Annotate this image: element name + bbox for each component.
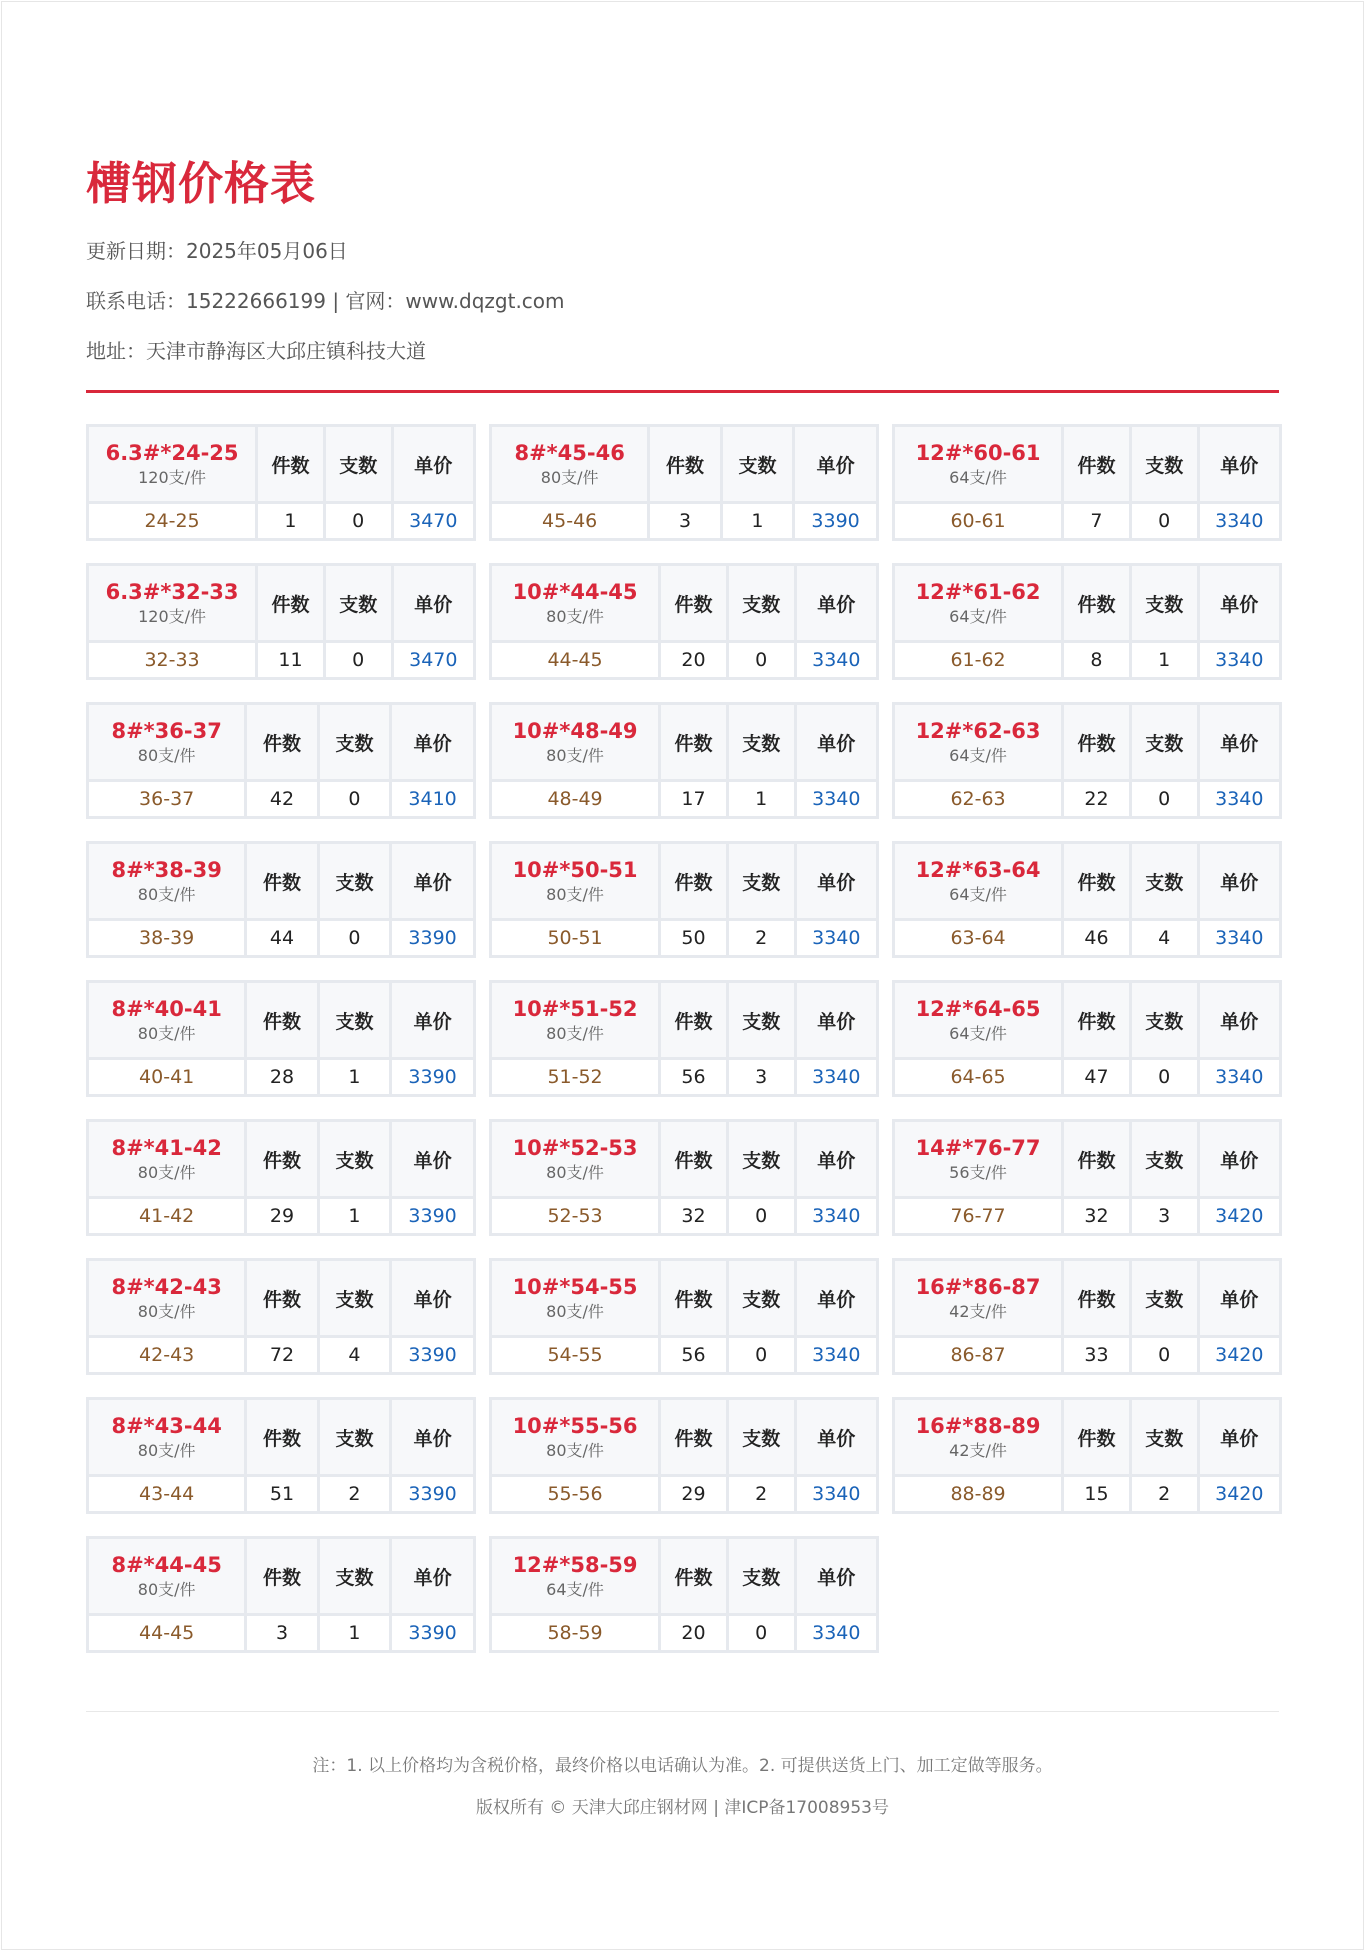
price-header: 单价 xyxy=(1200,1122,1279,1196)
spec-cell xyxy=(89,1539,244,1613)
price-cell: 3420 xyxy=(1200,1199,1279,1233)
spec-cell xyxy=(492,566,658,640)
per-bundle: 80支/件 xyxy=(546,1023,604,1043)
pieces-cell: 29 xyxy=(247,1199,316,1233)
per-bundle: 64支/件 xyxy=(949,606,1007,626)
price-cell: 3390 xyxy=(392,1060,473,1094)
price-card xyxy=(892,1258,1282,1375)
per-bundle: 42支/件 xyxy=(949,1440,1007,1460)
price-cell: 3340 xyxy=(1200,1060,1279,1094)
pieces-header: 件数 xyxy=(661,566,726,640)
pieces-header: 件数 xyxy=(1064,1400,1129,1474)
price-header: 单价 xyxy=(797,1400,876,1474)
spec-cell xyxy=(895,427,1061,501)
sticks-cell: 0 xyxy=(1132,1060,1197,1094)
price-card xyxy=(489,702,879,819)
range-cell: 50-51 xyxy=(492,921,658,955)
price-cell: 3340 xyxy=(1200,921,1279,955)
price-header: 单价 xyxy=(392,844,473,918)
price-cell: 3340 xyxy=(797,1338,876,1372)
price-card xyxy=(489,1258,879,1375)
sticks-header: 支数 xyxy=(1132,983,1197,1057)
pieces-header: 件数 xyxy=(661,844,726,918)
spec-cell xyxy=(89,983,244,1057)
sticks-header: 支数 xyxy=(320,1400,389,1474)
sticks-header: 支数 xyxy=(1132,844,1197,918)
range-cell: 42-43 xyxy=(89,1338,244,1372)
sticks-header: 支数 xyxy=(729,566,794,640)
spec-label: 12#*63-64 xyxy=(915,857,1041,882)
price-header: 单价 xyxy=(1200,844,1279,918)
spec-cell xyxy=(895,983,1061,1057)
price-cell: 3340 xyxy=(797,782,876,816)
pieces-header: 件数 xyxy=(258,427,323,501)
spec-cell xyxy=(492,983,658,1057)
per-bundle: 64支/件 xyxy=(949,745,1007,765)
per-bundle: 64支/件 xyxy=(949,884,1007,904)
sticks-cell: 0 xyxy=(1132,782,1197,816)
price-cell: 3390 xyxy=(392,1477,473,1511)
range-cell: 54-55 xyxy=(492,1338,658,1372)
sticks-cell: 0 xyxy=(1132,504,1197,538)
spec-cell xyxy=(492,1400,658,1474)
price-cell: 3420 xyxy=(1200,1338,1279,1372)
pieces-header: 件数 xyxy=(247,705,316,779)
per-bundle: 80支/件 xyxy=(137,1162,196,1182)
sticks-header: 支数 xyxy=(326,566,391,640)
sticks-cell: 3 xyxy=(729,1060,794,1094)
price-header: 单价 xyxy=(394,427,473,501)
per-bundle: 80支/件 xyxy=(546,606,604,626)
range-cell: 44-45 xyxy=(89,1616,244,1650)
pieces-cell: 8 xyxy=(1064,643,1129,677)
spec-label: 14#*76-77 xyxy=(915,1135,1041,1160)
pieces-cell: 15 xyxy=(1064,1477,1129,1511)
pieces-cell: 3 xyxy=(247,1616,316,1650)
header-divider xyxy=(86,390,1279,393)
spec-label: 10#*50-51 xyxy=(512,857,638,882)
per-bundle: 64支/件 xyxy=(949,467,1007,487)
pieces-header: 件数 xyxy=(1064,427,1129,501)
spec-label: 10#*51-52 xyxy=(512,996,638,1021)
sticks-cell: 1 xyxy=(723,504,792,538)
page-title: 槽钢价格表 xyxy=(86,157,317,210)
sticks-header: 支数 xyxy=(729,1122,794,1196)
sticks-cell: 0 xyxy=(729,1338,794,1372)
price-cell: 3340 xyxy=(1200,643,1279,677)
sticks-header: 支数 xyxy=(723,427,792,501)
sticks-header: 支数 xyxy=(729,1400,794,1474)
spec-cell xyxy=(492,1539,658,1613)
page-header xyxy=(86,152,1279,365)
range-cell: 45-46 xyxy=(492,504,647,538)
pieces-header: 件数 xyxy=(1064,844,1129,918)
pieces-cell: 11 xyxy=(258,643,323,677)
pieces-header: 件数 xyxy=(258,566,323,640)
price-card xyxy=(86,563,476,680)
price-card xyxy=(489,424,879,541)
pieces-cell: 3 xyxy=(650,504,719,538)
pieces-cell: 29 xyxy=(661,1477,726,1511)
price-header: 单价 xyxy=(392,1122,473,1196)
price-header: 单价 xyxy=(1200,705,1279,779)
price-header: 单价 xyxy=(1200,1261,1279,1335)
price-card xyxy=(86,1258,476,1375)
range-cell: 88-89 xyxy=(895,1477,1061,1511)
spec-label: 12#*58-59 xyxy=(512,1552,638,1577)
sticks-header: 支数 xyxy=(320,705,389,779)
address: 地址：天津市静海区大邱庄镇科技大道 xyxy=(86,339,426,363)
sticks-header: 支数 xyxy=(1132,1261,1197,1335)
pieces-header: 件数 xyxy=(1064,983,1129,1057)
price-header: 单价 xyxy=(1200,566,1279,640)
spec-label: 12#*64-65 xyxy=(915,996,1041,1021)
price-grid xyxy=(86,424,1281,1653)
pieces-cell: 56 xyxy=(661,1060,726,1094)
price-cell: 3340 xyxy=(797,1060,876,1094)
pieces-cell: 33 xyxy=(1064,1338,1129,1372)
price-header: 单价 xyxy=(394,566,473,640)
price-card xyxy=(489,1119,879,1236)
range-cell: 36-37 xyxy=(89,782,244,816)
per-bundle: 80支/件 xyxy=(137,1579,196,1599)
per-bundle: 80支/件 xyxy=(137,1023,196,1043)
per-bundle: 80支/件 xyxy=(546,745,604,765)
pieces-cell: 1 xyxy=(258,504,323,538)
spec-label: 8#*36-37 xyxy=(111,718,222,743)
pieces-header: 件数 xyxy=(1064,705,1129,779)
range-cell: 43-44 xyxy=(89,1477,244,1511)
pieces-header: 件数 xyxy=(1064,1261,1129,1335)
pieces-cell: 7 xyxy=(1064,504,1129,538)
spec-label: 16#*88-89 xyxy=(915,1413,1041,1438)
copyright: 版权所有 © 天津大邱庄钢材网 | 津ICP备17008953号 xyxy=(475,1798,889,1818)
per-bundle: 80支/件 xyxy=(137,1301,196,1321)
sticks-header: 支数 xyxy=(320,1122,389,1196)
price-card xyxy=(892,841,1282,958)
range-cell: 32-33 xyxy=(89,643,255,677)
spec-cell xyxy=(895,566,1061,640)
sticks-header: 支数 xyxy=(729,844,794,918)
price-cell: 3340 xyxy=(797,1477,876,1511)
spec-cell xyxy=(492,427,647,501)
sticks-cell: 0 xyxy=(320,921,389,955)
pieces-header: 件数 xyxy=(247,844,316,918)
sticks-cell: 0 xyxy=(729,643,794,677)
sticks-header: 支数 xyxy=(729,1261,794,1335)
pieces-cell: 47 xyxy=(1064,1060,1129,1094)
price-header: 单价 xyxy=(797,1539,876,1613)
sticks-cell: 3 xyxy=(1132,1199,1197,1233)
per-bundle: 80支/件 xyxy=(540,467,599,487)
pieces-header: 件数 xyxy=(661,1400,726,1474)
pieces-header: 件数 xyxy=(247,983,316,1057)
price-card xyxy=(489,1397,879,1514)
per-bundle: 80支/件 xyxy=(137,745,196,765)
pieces-cell: 46 xyxy=(1064,921,1129,955)
contact-info: 联系电话：15222666199 | 官网：www.dqzgt.com xyxy=(86,289,565,313)
range-cell: 41-42 xyxy=(89,1199,244,1233)
price-header: 单价 xyxy=(797,844,876,918)
sticks-header: 支数 xyxy=(1132,1400,1197,1474)
price-card xyxy=(86,1536,476,1653)
sticks-cell: 0 xyxy=(729,1616,794,1650)
price-header: 单价 xyxy=(392,1261,473,1335)
sticks-cell: 0 xyxy=(1132,1338,1197,1372)
spec-cell xyxy=(895,1122,1061,1196)
sticks-cell: 1 xyxy=(1132,643,1197,677)
price-card xyxy=(892,1119,1282,1236)
sticks-cell: 2 xyxy=(729,921,794,955)
sticks-cell: 0 xyxy=(326,504,391,538)
pieces-header: 件数 xyxy=(650,427,719,501)
price-cell: 3390 xyxy=(392,1338,473,1372)
spec-cell xyxy=(492,1122,658,1196)
sticks-cell: 2 xyxy=(320,1477,389,1511)
pieces-cell: 42 xyxy=(247,782,316,816)
sticks-header: 支数 xyxy=(729,705,794,779)
spec-label: 8#*44-45 xyxy=(111,1552,222,1577)
sticks-cell: 1 xyxy=(320,1616,389,1650)
range-cell: 52-53 xyxy=(492,1199,658,1233)
per-bundle: 80支/件 xyxy=(137,1440,196,1460)
price-cell: 3390 xyxy=(392,1199,473,1233)
spec-label: 10#*52-53 xyxy=(512,1135,638,1160)
per-bundle: 80支/件 xyxy=(546,1162,604,1182)
pieces-header: 件数 xyxy=(247,1400,316,1474)
spec-label: 16#*86-87 xyxy=(915,1274,1041,1299)
pieces-header: 件数 xyxy=(247,1261,316,1335)
per-bundle: 80支/件 xyxy=(546,1440,604,1460)
price-header: 单价 xyxy=(797,566,876,640)
price-header: 单价 xyxy=(392,1400,473,1474)
pieces-cell: 50 xyxy=(661,921,726,955)
sticks-cell: 1 xyxy=(729,782,794,816)
per-bundle: 120支/件 xyxy=(138,467,207,487)
spec-cell xyxy=(89,844,244,918)
spec-cell xyxy=(89,1400,244,1474)
spec-label: 6.3#*32-33 xyxy=(105,579,239,604)
price-cell: 3470 xyxy=(394,643,473,677)
sticks-cell: 2 xyxy=(729,1477,794,1511)
sticks-cell: 1 xyxy=(320,1199,389,1233)
spec-cell xyxy=(492,1261,658,1335)
spec-label: 8#*40-41 xyxy=(111,996,222,1021)
price-card xyxy=(86,702,476,819)
pieces-cell: 20 xyxy=(661,643,726,677)
sticks-header: 支数 xyxy=(1132,1122,1197,1196)
pieces-header: 件数 xyxy=(661,1539,726,1613)
spec-cell xyxy=(89,1122,244,1196)
spec-label: 12#*62-63 xyxy=(915,718,1041,743)
price-header: 单价 xyxy=(392,1539,473,1613)
range-cell: 63-64 xyxy=(895,921,1061,955)
range-cell: 38-39 xyxy=(89,921,244,955)
pieces-header: 件数 xyxy=(661,705,726,779)
price-cell: 3470 xyxy=(394,504,473,538)
spec-label: 8#*42-43 xyxy=(111,1274,222,1299)
price-card xyxy=(86,1397,476,1514)
price-cell: 3340 xyxy=(1200,504,1279,538)
spec-cell xyxy=(89,1261,244,1335)
price-cell: 3340 xyxy=(797,1616,876,1650)
price-cell: 3390 xyxy=(392,921,473,955)
range-cell: 86-87 xyxy=(895,1338,1061,1372)
range-cell: 51-52 xyxy=(492,1060,658,1094)
price-header: 单价 xyxy=(797,983,876,1057)
pieces-cell: 28 xyxy=(247,1060,316,1094)
range-cell: 48-49 xyxy=(492,782,658,816)
per-bundle: 120支/件 xyxy=(138,606,207,626)
pieces-header: 件数 xyxy=(1064,1122,1129,1196)
sticks-cell: 1 xyxy=(320,1060,389,1094)
price-cell: 3390 xyxy=(392,1616,473,1650)
price-card xyxy=(86,841,476,958)
pieces-cell: 32 xyxy=(1064,1199,1129,1233)
range-cell: 60-61 xyxy=(895,504,1061,538)
sticks-header: 支数 xyxy=(320,1539,389,1613)
spec-label: 8#*45-46 xyxy=(514,440,625,465)
pieces-header: 件数 xyxy=(247,1122,316,1196)
price-header: 单价 xyxy=(797,1122,876,1196)
pieces-header: 件数 xyxy=(661,1261,726,1335)
spec-label: 10#*55-56 xyxy=(512,1413,638,1438)
footer-note: 注：1. 以上价格均为含税价格，最终价格以电话确认为准。2. 可提供送货上门、加工定做等服务。 xyxy=(312,1756,1053,1776)
price-card xyxy=(86,424,476,541)
price-cell: 3340 xyxy=(1200,782,1279,816)
per-bundle: 42支/件 xyxy=(949,1301,1007,1321)
sticks-cell: 4 xyxy=(1132,921,1197,955)
price-card xyxy=(892,980,1282,1097)
sticks-cell: 4 xyxy=(320,1338,389,1372)
sticks-cell: 0 xyxy=(326,643,391,677)
price-card xyxy=(489,980,879,1097)
pieces-cell: 56 xyxy=(661,1338,726,1372)
spec-cell xyxy=(89,566,255,640)
price-card xyxy=(892,424,1282,541)
pieces-cell: 20 xyxy=(661,1616,726,1650)
price-header: 单价 xyxy=(797,1261,876,1335)
spec-cell xyxy=(895,705,1061,779)
sticks-cell: 0 xyxy=(320,782,389,816)
sticks-header: 支数 xyxy=(729,983,794,1057)
price-card xyxy=(892,702,1282,819)
pieces-cell: 72 xyxy=(247,1338,316,1372)
pieces-header: 件数 xyxy=(661,983,726,1057)
pieces-cell: 32 xyxy=(661,1199,726,1233)
spec-label: 8#*38-39 xyxy=(111,857,222,882)
spec-label: 10#*44-45 xyxy=(512,579,638,604)
sticks-header: 支数 xyxy=(1132,705,1197,779)
spec-label: 6.3#*24-25 xyxy=(105,440,239,465)
update-date: 更新日期：2025年05月06日 xyxy=(86,239,348,263)
price-card xyxy=(86,980,476,1097)
per-bundle: 80支/件 xyxy=(546,884,604,904)
sticks-header: 支数 xyxy=(1132,566,1197,640)
price-card xyxy=(86,1119,476,1236)
spec-label: 10#*48-49 xyxy=(512,718,638,743)
price-card xyxy=(489,1536,879,1653)
price-card xyxy=(892,1397,1282,1514)
sticks-header: 支数 xyxy=(320,1261,389,1335)
price-cell: 3340 xyxy=(797,1199,876,1233)
range-cell: 44-45 xyxy=(492,643,658,677)
range-cell: 40-41 xyxy=(89,1060,244,1094)
price-header: 单价 xyxy=(392,983,473,1057)
price-header: 单价 xyxy=(1200,1400,1279,1474)
spec-label: 8#*41-42 xyxy=(111,1135,222,1160)
spec-label: 12#*61-62 xyxy=(915,579,1041,604)
per-bundle: 64支/件 xyxy=(546,1579,604,1599)
pieces-header: 件数 xyxy=(661,1122,726,1196)
range-cell: 61-62 xyxy=(895,643,1061,677)
price-header: 单价 xyxy=(1200,983,1279,1057)
price-card xyxy=(489,563,879,680)
per-bundle: 80支/件 xyxy=(137,884,196,904)
per-bundle: 80支/件 xyxy=(546,1301,604,1321)
sticks-header: 支数 xyxy=(320,844,389,918)
price-cell: 3420 xyxy=(1200,1477,1279,1511)
sticks-header: 支数 xyxy=(729,1539,794,1613)
price-header: 单价 xyxy=(797,705,876,779)
spec-cell xyxy=(895,1400,1061,1474)
price-cell: 3390 xyxy=(795,504,876,538)
sticks-header: 支数 xyxy=(320,983,389,1057)
sticks-cell: 0 xyxy=(729,1199,794,1233)
price-cell: 3340 xyxy=(797,921,876,955)
range-cell: 64-65 xyxy=(895,1060,1061,1094)
per-bundle: 64支/件 xyxy=(949,1023,1007,1043)
footer-divider xyxy=(86,1711,1279,1712)
range-cell: 55-56 xyxy=(492,1477,658,1511)
sticks-cell: 2 xyxy=(1132,1477,1197,1511)
range-cell: 62-63 xyxy=(895,782,1061,816)
spec-cell xyxy=(492,705,658,779)
sticks-header: 支数 xyxy=(1132,427,1197,501)
range-cell: 58-59 xyxy=(492,1616,658,1650)
price-card xyxy=(892,563,1282,680)
price-header: 单价 xyxy=(1200,427,1279,501)
spec-label: 10#*54-55 xyxy=(512,1274,638,1299)
price-header: 单价 xyxy=(795,427,876,501)
price-cell: 3410 xyxy=(392,782,473,816)
pieces-cell: 17 xyxy=(661,782,726,816)
pieces-header: 件数 xyxy=(247,1539,316,1613)
sticks-header: 支数 xyxy=(326,427,391,501)
spec-label: 8#*43-44 xyxy=(111,1413,222,1438)
spec-cell xyxy=(492,844,658,918)
range-cell: 24-25 xyxy=(89,504,255,538)
price-cell: 3340 xyxy=(797,643,876,677)
per-bundle: 56支/件 xyxy=(949,1162,1007,1182)
pieces-cell: 44 xyxy=(247,921,316,955)
spec-cell xyxy=(895,1261,1061,1335)
price-header: 单价 xyxy=(392,705,473,779)
spec-cell xyxy=(895,844,1061,918)
pieces-cell: 51 xyxy=(247,1477,316,1511)
spec-cell xyxy=(89,705,244,779)
spec-cell xyxy=(89,427,255,501)
price-card xyxy=(489,841,879,958)
range-cell: 76-77 xyxy=(895,1199,1061,1233)
pieces-cell: 22 xyxy=(1064,782,1129,816)
pieces-header: 件数 xyxy=(1064,566,1129,640)
spec-label: 12#*60-61 xyxy=(915,440,1041,465)
